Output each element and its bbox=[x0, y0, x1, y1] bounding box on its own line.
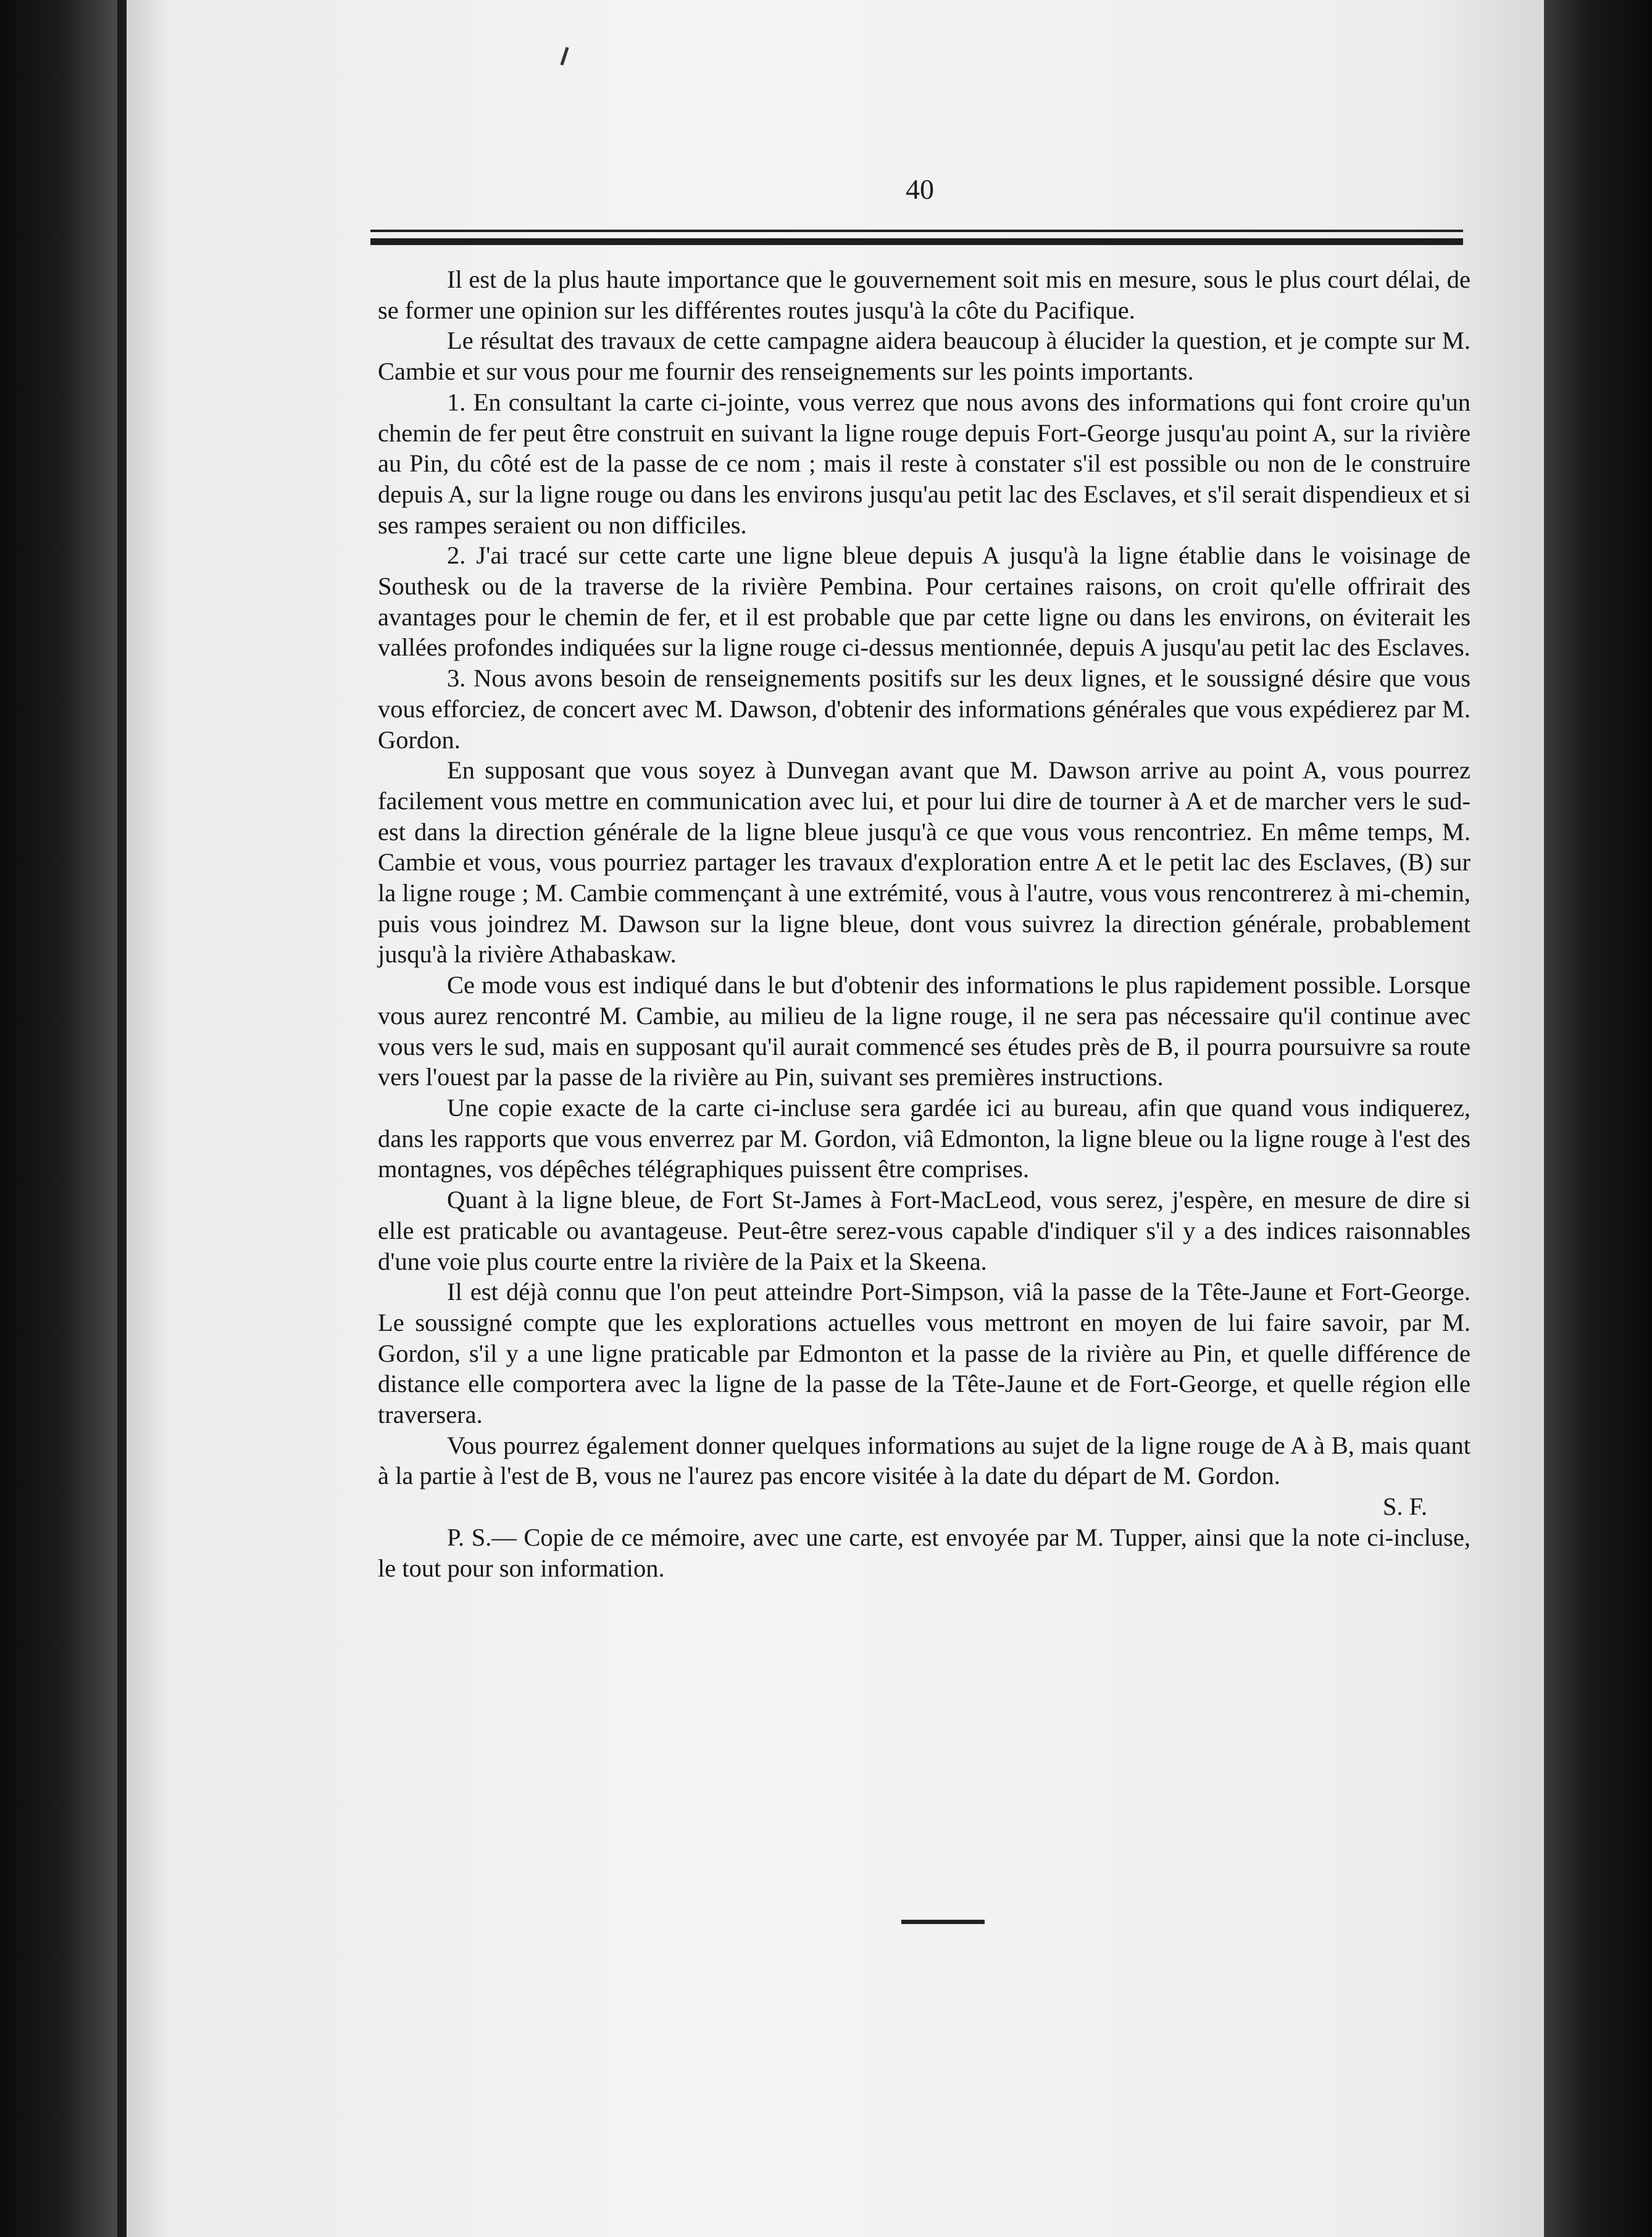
letter-body bbox=[378, 264, 1471, 1583]
paragraph: Il est de la plus haute importance que le gouvernement soit mis en mesure, sous le plus court délai, de se former une opinion sur les différentes routes jusqu'à la côte du Pacifique. bbox=[378, 265, 1471, 324]
film-border-left bbox=[0, 0, 117, 2237]
paragraph: Le résultat des travaux de cette campagne aidera beaucoup à élucider la question, et je compte sur M. Cambie et sur vous pour me fournir des renseignements sur les points importants. bbox=[378, 327, 1471, 386]
film-border-right bbox=[1544, 0, 1652, 2237]
paragraph: 3. Nous avons besoin de renseignements positifs sur les deux lignes, et le soussigné désire que vous vous efforciez, de concert avec M. Dawson, d'obtenir des informations générales que vous expédierez par M. Gordon. bbox=[378, 664, 1471, 754]
signature: S. F. bbox=[1382, 1493, 1427, 1521]
closing-rule bbox=[901, 1920, 985, 1924]
postscript: P. S.— Copie de ce mémoire, avec une carte, est envoyée par M. Tupper, ainsi que la note ci-incluse, le tout pour son information. bbox=[378, 1523, 1471, 1582]
header-rule-thin bbox=[370, 230, 1463, 232]
paragraph: 1. En consultant la carte ci-jointe, vous verrez que nous avons des informations qui font croire qu'un chemin de fer peut être construit en suivant la ligne rouge depuis Fort-George jusqu'au point A, sur la rivière au Pin, du côté est de la passe de ce nom ; mais il reste à constater s'il est possible ou non de le construire depuis A, sur la ligne rouge ou dans les environs jusqu'au petit lac des Esclaves, et s'il serait dispendieux et si ses rampes seraient ou non difficiles. bbox=[378, 388, 1471, 539]
paragraph: Quant à la ligne bleue, de Fort St-James à Fort-MacLeod, vous serez, j'espère, en mesure de dire si elle est praticable ou avantageuse. Peut-être serez-vous capable d'indiquer s'il y a des indices raisonnables d'une voie plus courte entre la rivière de la Paix et la Skeena. bbox=[378, 1186, 1471, 1275]
paragraph: En supposant que vous soyez à Dunvegan avant que M. Dawson arrive au point A, vous pourrez facilement vous mettre en communication avec lui, et pour lui dire de tourner à A et de marcher vers le sud-est dans la direction générale de la ligne bleue jusqu'à ce que vous vous rencontriez. En même temps, M. Cambie et vous, vous pourriez partager les travaux d'exploration entre A et le petit lac des Esclaves, (B) sur la ligne rouge ; M. Cambie commençant à une extrémité, vous à l'autre, vous vous rencontrerez à mi-chemin, puis vous joindrez M. Dawson sur la ligne bleue, dont vous suivrez la direction générale, probablement jusqu'à la rivière Athabaskaw. bbox=[378, 756, 1471, 969]
header-rule-thick bbox=[370, 238, 1463, 245]
paragraph: 2. J'ai tracé sur cette carte une ligne bleue depuis A jusqu'à la ligne établie dans le voisinage de Southesk ou de la traverse de la rivière Pembina. Pour certaines raisons, on croit qu'elle offrirait des avantages pour le chemin de fer, et il est probable que par cette ligne ou dans les environs, on éviterait les vallées profondes indiquées sur la ligne rouge ci-dessus mentionnée, depuis A jusqu'au petit lac des Esclaves. bbox=[378, 541, 1471, 662]
paragraph: Une copie exacte de la carte ci-incluse sera gardée ici au bureau, afin que quand vous indiquerez, dans les rapports que vous enverrez par M. Gordon, viâ Edmonton, la ligne bleue ou la ligne rouge à l'est des montagnes, vos dépêches télégraphiques puissent être comprises. bbox=[378, 1093, 1471, 1183]
page-number: 40 bbox=[906, 173, 934, 205]
paragraph: Il est déjà connu que l'on peut atteindre Port-Simpson, viâ la passe de la Tête-Jaune et Fort-George. Le soussigné compte que les explorations actuelles vous mettront en moyen de lui faire savoir, par M. Gordon, s'il y a une ligne praticable par Edmonton et la passe de la rivière au Pin, et quelle différence de distance elle comportera avec la ligne de la passe de la Tête-Jaune et de Fort-George, et quelle région elle traversera. bbox=[378, 1278, 1471, 1429]
paragraph: Ce mode vous est indiqué dans le but d'obtenir des informations le plus rapidement possible. Lorsque vous aurez rencontré M. Cambie, au milieu de la ligne rouge, il ne sera pas nécessaire qu'il continue avec vous vers le sud, mais en supposant qu'il aurait commencé ses études près de B, il pourra poursuivre sa route vers l'ouest par la passe de la rivière au Pin, suivant ses premières instructions. bbox=[378, 971, 1471, 1091]
paragraph: Vous pourrez également donner quelques informations au sujet de la ligne rouge de A à B, mais quant à la partie à l'est de B, vous ne l'aurez pas encore visitée à la date du départ de M. Gordon. bbox=[378, 1431, 1471, 1490]
